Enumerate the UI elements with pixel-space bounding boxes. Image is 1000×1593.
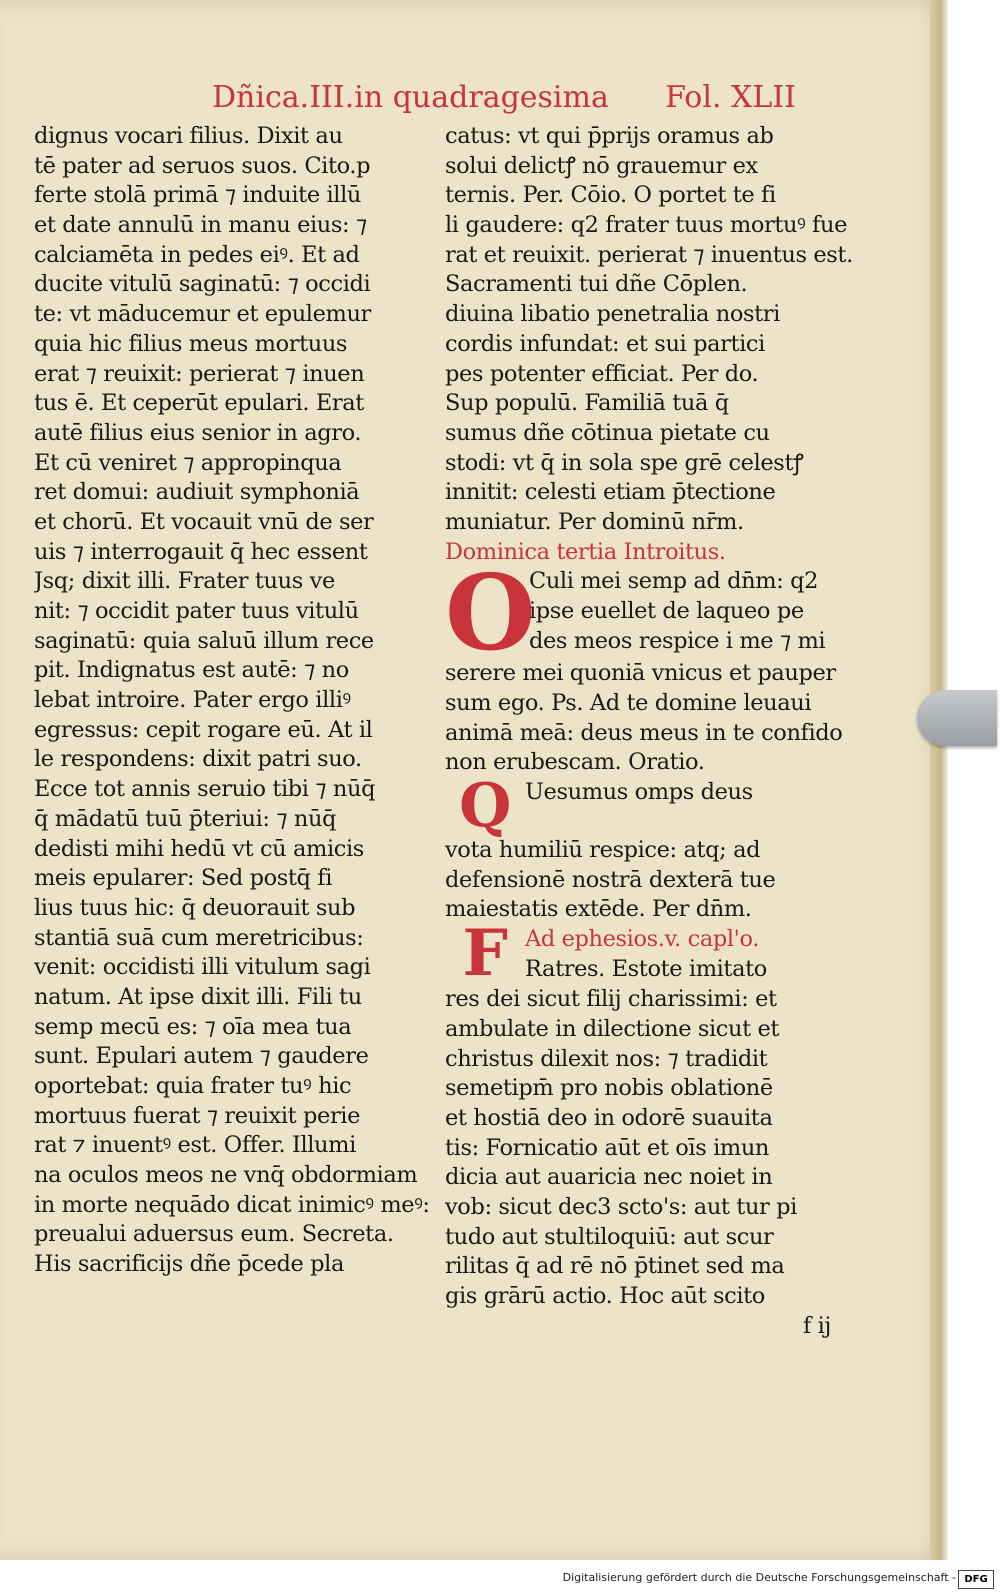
text-line: stantiā suā cum meretricibus: — [34, 924, 364, 951]
text-line: rat ⁊ inuentꝰ est. Offer. Illumi — [34, 1132, 356, 1159]
text-line: animā meā: deus meus in te confido — [445, 719, 843, 746]
text-line: des meos respice i me ⁊ mi — [529, 627, 826, 654]
running-head-title: Dñica.III.in quadragesima — [212, 80, 609, 115]
text-line: oportebat: quia frater tuꝰ hic — [34, 1073, 352, 1099]
folio-number: Fol. XLII — [665, 80, 796, 115]
digitization-credit: Digitalisierung gefördert durch die Deutsche Forschungsgemeinschaft - — [562, 1571, 956, 1584]
text-line: lius tuus hic: q̄ deuorauit sub — [34, 894, 356, 921]
text-line: sunt. Epulari autem ⁊ gaudere — [34, 1043, 369, 1070]
text-line: mortuus fuerat ⁊ reuixit perie — [34, 1102, 361, 1129]
text-line: et chorū. Et vocauit vnū de ser — [34, 508, 374, 535]
text-line: uis ⁊ interrogauit q̄ hec essent — [34, 538, 368, 565]
text-line: natum. At ipse dixit illi. Fili tu — [34, 983, 362, 1010]
text-line: lebat introire. Pater ergo illiꝰ — [34, 687, 351, 714]
text-line: Sup populū. Familiā tuā q̄ — [445, 390, 729, 417]
text-line: muniatur. Per dominū nr̄m. — [445, 508, 744, 535]
text-line: Dominica tertia Introitus. — [445, 538, 726, 565]
text-line: pes potenter efficiat. Per do. — [445, 360, 759, 387]
text-line: solui delictꝭ nō grauemur ex — [445, 152, 758, 179]
text-line: pit. Indignatus est autē: ⁊ no — [34, 657, 349, 684]
text-line: sum ego. Ps. Ad te domine leuaui — [445, 690, 812, 716]
signature-mark: f ij — [802, 1312, 831, 1339]
text-line: erat ⁊ reuixit: perierat ⁊ inuen — [34, 360, 365, 387]
text-line: Jsq; dixit illi. Frater tuus ve — [34, 568, 335, 595]
initial-Q: Q — [459, 771, 511, 842]
text-line: tus ē. Et ceperūt epulari. Erat — [34, 390, 364, 417]
text-line: innitit: celesti etiam p̄tectione — [445, 479, 776, 506]
right-column-top — [445, 122, 855, 567]
oratio-continuation — [445, 836, 855, 925]
text-line: Culi mei semp ad dn̄m: q2 — [529, 568, 819, 595]
right-column-mid — [445, 659, 855, 778]
running-head — [212, 80, 796, 120]
text-line: autē filius eius senior in agro. — [34, 419, 362, 446]
text-line: quia hic filius meus mortuus — [34, 330, 348, 357]
text-line: meis epularer: Sed postq̄ fi — [34, 865, 333, 892]
text-line: tudo aut stultiloquiū: aut scur — [445, 1223, 774, 1250]
text-line: christus dilexit nos: ⁊ tradidit — [445, 1045, 768, 1072]
oratio-block — [445, 771, 855, 842]
text-line: sumus dñe cōtinua pietate cu — [445, 419, 770, 446]
text-line: catus: vt qui p̄prijs oramus ab — [445, 123, 774, 149]
text-line: Uesumus omps deus — [525, 779, 753, 806]
text-line: stodi: vt q̄ in sola spe grē celestꝭ — [445, 449, 804, 476]
text-line: tis: Fornicatio aūt et oīs imun — [445, 1134, 770, 1161]
text-line: ret domui: audiuit symphoniā — [34, 479, 360, 506]
text-line: calciamēta in pedes eiꝰ. Et ad — [34, 241, 360, 268]
text-line: et hostiā deo in odorē suauita — [445, 1104, 773, 1131]
text-line: ferte stolā primā ⁊ induite illū — [34, 182, 361, 209]
left-column — [34, 122, 444, 1280]
text-line: semetipm̄ pro nobis oblationē — [445, 1075, 773, 1102]
text-line: His sacrificijs dñe p̄cede pla — [34, 1251, 344, 1278]
text-line: egressus: cepit rogare eū. At il — [34, 716, 373, 743]
text-line: Ecce tot annis seruio tibi ⁊ nūq̄ — [34, 776, 376, 803]
text-line: dedisti mihi hedū vt cū amicis — [34, 835, 364, 862]
text-line: dicia aut auaricia nec noiet in — [445, 1164, 773, 1191]
text-line: preualui aduersus eum. Secreta. — [34, 1221, 394, 1248]
text-line: rat et reuixit. perierat ⁊ inuentus est. — [445, 241, 853, 268]
epistle-first-line: Ratres. Estote imitato — [525, 955, 767, 982]
initial-O: O — [445, 551, 536, 675]
text-line: res dei sicut filij charissimi: et — [445, 986, 777, 1013]
epistle-heading: Ad ephesios.v. capl'o. — [525, 926, 759, 953]
text-line: et date annulū in manu eius: ⁊ — [34, 212, 367, 239]
text-line: vob: sicut dec3 scto's: aut tur pi — [445, 1193, 797, 1220]
text-line: tē pater ad seruos suos. Cito.p — [34, 152, 371, 179]
text-line: non erubescam. Oratio. — [445, 749, 705, 776]
right-column-bottom — [445, 985, 855, 1312]
text-line: q̄ mādatū tuū p̄teriui: ⁊ nūq̄ — [34, 805, 337, 832]
text-line: li gaudere: q2 frater tuus mortuꝰ fue — [445, 212, 847, 239]
text-line: vota humiliū respice: atq; ad — [445, 837, 761, 864]
text-line: ambulate in dilectione sicut et — [445, 1015, 780, 1042]
text-line: in morte nequādo dicat inimicꝰ meꝰ: — [34, 1191, 430, 1218]
text-line: serere mei quoniā vnicus et pauper — [445, 660, 836, 687]
initial-F: F — [462, 916, 508, 992]
text-line: nit: ⁊ occidit pater tuus vitulū — [34, 598, 359, 624]
page-edge — [930, 0, 948, 1560]
text-line: ipse euellet de laqueo pe — [529, 598, 804, 624]
text-line: maiestatis extēde. Per dn̄m. — [445, 896, 752, 923]
text-line: cordis infundat: et sui partici — [445, 330, 765, 357]
bookmark-tab — [917, 690, 997, 746]
text-line: Sacramenti tui dñe Cōplen. — [445, 271, 748, 298]
right-column — [445, 122, 855, 1341]
text-line: dignus vocari filius. Dixit au — [34, 123, 343, 149]
text-line: ducite vitulū saginatū: ⁊ occidi — [34, 271, 371, 298]
text-line: Et cū veniret ⁊ appropinqua — [34, 449, 342, 476]
text-line: gis grārū actio. Hoc aūt scito — [445, 1283, 765, 1309]
text-line: semp mecū es: ⁊ oīa mea tua — [34, 1013, 352, 1040]
text-line: defensionē nostrā dexterā tue — [445, 866, 776, 893]
text-line: ternis. Per. Cōio. O portet te fi — [445, 182, 776, 209]
text-line: diuina libatio penetralia nostri — [445, 301, 780, 328]
text-line: venit: occidisti illi vitulum sagi — [34, 954, 371, 981]
epistle-block — [445, 916, 855, 992]
text-line: le respondens: dixit patri suo. — [34, 746, 362, 773]
text-line: saginatū: quia saluū illum rece — [34, 627, 374, 654]
text-line: rilitas q̄ ad rē nō p̄tinet sed ma — [445, 1253, 785, 1280]
text-line: na oculos meos ne vnq̄ obdormiam — [34, 1162, 418, 1189]
dfg-logo: DFG — [958, 1570, 994, 1589]
text-line: te: vt māducemur et epulemur — [34, 301, 371, 328]
